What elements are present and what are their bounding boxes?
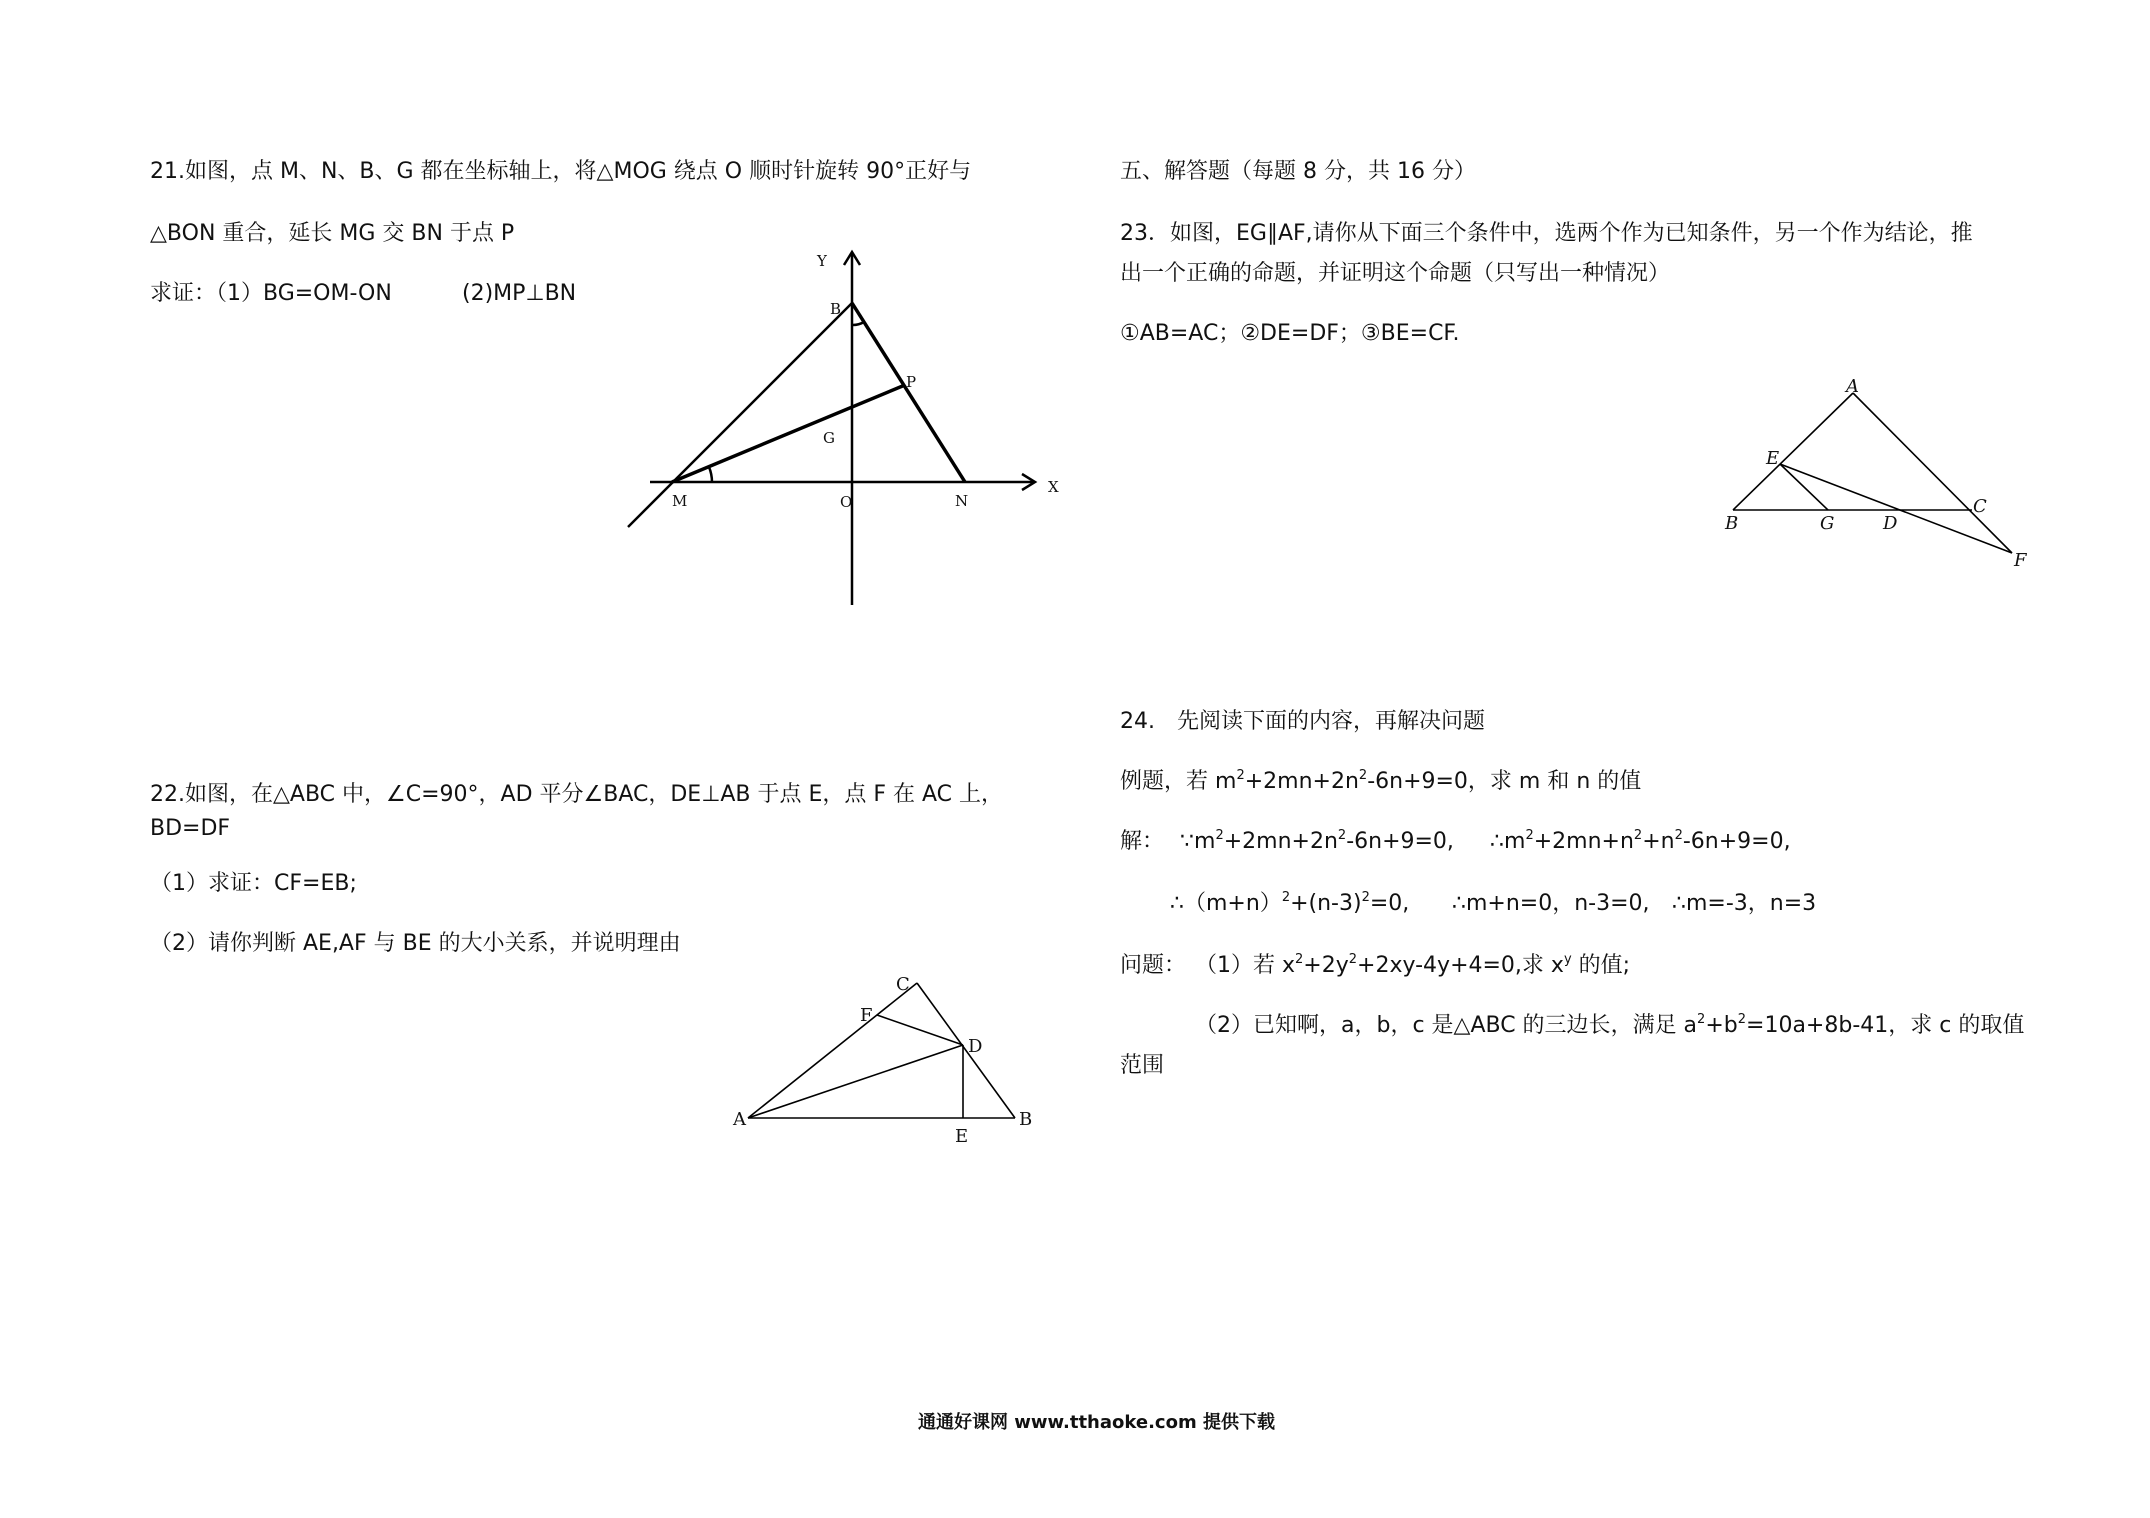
q24-q1-a: +2y xyxy=(1303,953,1349,978)
label-g: G xyxy=(823,429,835,447)
q22-part-1: （1）求证：CF=EB; xyxy=(150,871,357,896)
label-p: P xyxy=(906,373,917,391)
q24-sol2-c: -6n+9=0, xyxy=(1682,829,1791,854)
q23-conditions: ①AB=AC；②DE=DF；③BE=CF. xyxy=(1120,321,1460,346)
q24-sol3-b: =0, xyxy=(1369,891,1410,916)
q21-prove-1: 求证：（1）BG=OM-ON xyxy=(150,281,392,306)
page-footer: 通通好课网 www.tthaoke.com 提供下载 xyxy=(918,1412,1275,1433)
q22-part-2: （2）请你判断 AE,AF 与 BE 的大小关系，并说明理由 xyxy=(150,931,681,956)
label-n: N xyxy=(955,492,969,510)
q24-q1-c: 的值; xyxy=(1571,953,1631,978)
q24-question-2-line2: 范围 xyxy=(1120,1053,1165,1078)
label-e: E xyxy=(955,1126,969,1147)
sup-2: 2 xyxy=(1337,828,1347,843)
label-b: B xyxy=(1019,1109,1033,1130)
q24-sol2-b: +n xyxy=(1642,829,1675,854)
label-d: D xyxy=(968,1036,983,1057)
q24-q1-b: +2xy-4y+4=0,求 x xyxy=(1357,953,1564,978)
line-mb xyxy=(628,303,852,527)
segment-ba xyxy=(1733,393,1853,510)
q24-q2-pre: （2）已知啊，a，b，c 是△ABC 的三边长，满足 a xyxy=(1195,1013,1698,1038)
sup-2: 2 xyxy=(1737,1012,1747,1027)
sup-2: 2 xyxy=(1633,828,1643,843)
sup-2: 2 xyxy=(1674,828,1683,843)
angle-mark-m xyxy=(709,467,712,482)
sup-2: 2 xyxy=(1348,952,1358,967)
sup-2: 2 xyxy=(1281,890,1291,905)
q24-q2-a: +b xyxy=(1705,1013,1738,1038)
segment-af xyxy=(1853,393,2012,553)
q21-prove-2: (2)MP⊥BN xyxy=(462,281,577,306)
q21-text-line2: △BON 重合，延长 MG 交 BN 于点 P xyxy=(150,221,515,246)
side-cb xyxy=(917,983,1015,1118)
q24-example-pre: 例题，若 m xyxy=(1120,769,1237,794)
q22-text-line2: BD=DF xyxy=(150,816,231,841)
label-f: F xyxy=(2014,550,2027,571)
sup-2: 2 xyxy=(1358,768,1368,783)
q24-solution-label: 解： xyxy=(1120,829,1165,854)
q24-example-a: +2mn+2n xyxy=(1244,769,1359,794)
q24-sol2-a: +2mn+n xyxy=(1533,829,1634,854)
q22-figure-labels xyxy=(732,974,1032,1147)
q24-question-label: 问题： xyxy=(1120,953,1187,978)
sup-y: y xyxy=(1563,952,1572,967)
q23-text-line1: 23．如图，EG∥AF,请你从下面三个条件中，选两个作为已知条件，另一个作为结论，推 xyxy=(1120,221,1973,246)
q21-figure-labels xyxy=(672,252,1059,511)
label-m: M xyxy=(672,492,688,510)
label-b: B xyxy=(830,300,842,318)
label-g: G xyxy=(1820,513,1835,534)
label-f: F xyxy=(860,1005,873,1026)
segment-eg xyxy=(1780,464,1828,510)
sup-2: 2 xyxy=(1697,1012,1706,1027)
q23-text-line2: 出一个正确的命题，并证明这个命题（只写出一种情况） xyxy=(1120,261,1671,286)
sup-2: 2 xyxy=(1295,952,1304,967)
label-o: O xyxy=(840,493,853,511)
q24-sol2-pre: ∴m xyxy=(1490,829,1526,854)
label-x: X xyxy=(1048,478,1059,496)
sup-2: 2 xyxy=(1215,828,1224,843)
label-a: A xyxy=(733,1109,746,1130)
q24-sol1-b: -6n+9=0, xyxy=(1346,829,1454,854)
label-a: A xyxy=(1846,376,1859,397)
q24-q1-pre: （1）若 x xyxy=(1195,953,1296,978)
segment-ad xyxy=(748,1045,963,1118)
label-c: C xyxy=(1973,496,1987,517)
q24-sol3-a: +(n-3) xyxy=(1290,891,1362,916)
q21-text-line1: 21.如图，点 M、N、B、G 都在坐标轴上，将△MOG 绕点 O 顺时针旋转 90°正好与 xyxy=(150,159,972,184)
q24-solution-step-5: ∴m=-3，n=3 xyxy=(1672,891,1817,916)
segment-fd xyxy=(877,1015,963,1045)
q24-q2-b: =10a+8b-41，求 c 的取值 xyxy=(1746,1013,2025,1038)
q24-solution-step-4: ∴m+n=0，n-3=0, xyxy=(1452,891,1650,916)
side-ac xyxy=(748,983,917,1118)
line-bn xyxy=(852,303,965,482)
label-e: E xyxy=(1766,448,1780,469)
q22-text-line1: 22.如图，在△ABC 中，∠C=90°，AD 平分∠BAC，DE⊥AB 于点 E，点 F 在 AC 上， xyxy=(150,782,1004,807)
line-mp xyxy=(672,385,905,482)
sup-2: 2 xyxy=(1236,768,1245,783)
q23-figure xyxy=(1733,393,2012,553)
section-5-title: 五、解答题（每题 8 分，共 16 分） xyxy=(1120,159,1476,184)
label-b: B xyxy=(1725,513,1739,534)
label-y: Y xyxy=(817,252,827,270)
sup-2: 2 xyxy=(1361,890,1370,905)
angle-mark-b xyxy=(852,322,864,325)
sup-2: 2 xyxy=(1525,828,1534,843)
label-c: C xyxy=(896,974,910,995)
q24-sol1-a: +2mn+2n xyxy=(1223,829,1338,854)
q24-title: 24. 先阅读下面的内容，再解决问题 xyxy=(1120,709,1485,734)
q24-sol3-pre: ∴（m+n） xyxy=(1170,891,1282,916)
q24-example-b: -6n+9=0，求 m 和 n 的值 xyxy=(1367,769,1642,794)
label-d: D xyxy=(1883,513,1898,534)
q24-sol1-pre: ∵m xyxy=(1180,829,1216,854)
